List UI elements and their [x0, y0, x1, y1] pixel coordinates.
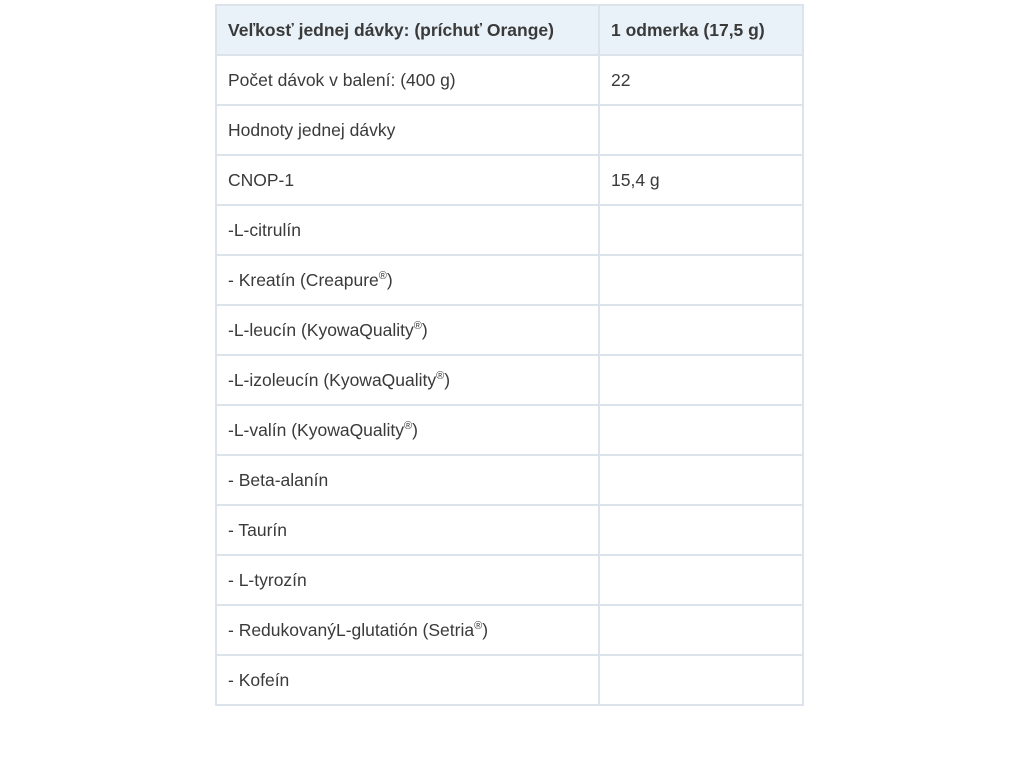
row-label [216, 305, 599, 355]
row-label [216, 355, 599, 405]
row-value [599, 205, 803, 255]
row-label [216, 155, 599, 205]
row-value [599, 355, 803, 405]
row-label-text: -L-valín (KyowaQuality [228, 419, 405, 440]
row-value [599, 405, 803, 455]
registered-mark: ® [378, 269, 387, 282]
registered-mark: ® [404, 419, 413, 432]
row-label [216, 605, 599, 655]
row-label-text: Hodnoty jednej dávky [228, 119, 396, 140]
row-label-text: -L-leucín (KyowaQuality [228, 319, 414, 340]
row-label-text: - Kofeín [228, 669, 290, 690]
table-row [216, 105, 803, 155]
nutrition-table [215, 4, 804, 706]
table-row [216, 455, 803, 505]
table-row [216, 355, 803, 405]
row-label-suffix: ) [412, 419, 418, 440]
row-value: 15,4 g [599, 155, 803, 205]
row-label-text: - RedukovanýL-glutatión (Setria [228, 619, 475, 640]
table-row [216, 655, 803, 705]
row-label-text: - Kreatín (Creapure [228, 269, 379, 290]
registered-mark: ® [436, 369, 445, 382]
row-label [216, 255, 599, 305]
table-row [216, 255, 803, 305]
table-row [216, 555, 803, 605]
row-label-text: -L-izoleucín (KyowaQuality [228, 369, 437, 390]
table-row [216, 405, 803, 455]
row-value [599, 555, 803, 605]
table-row [216, 605, 803, 655]
row-label-suffix: ) [444, 369, 451, 390]
row-value [599, 505, 803, 555]
table-row [216, 155, 803, 205]
registered-mark: ® [474, 619, 483, 632]
row-value [599, 655, 803, 705]
row-label [216, 55, 599, 105]
row-value [599, 605, 803, 655]
row-label-suffix: ) [482, 619, 489, 640]
serving-size-value: 1 odmerka (17,5 g) [599, 5, 803, 55]
registered-mark: ® [413, 319, 422, 332]
row-label [216, 455, 599, 505]
row-label [216, 555, 599, 605]
row-label [216, 505, 599, 555]
table-row [216, 305, 803, 355]
row-label-text: -L-citrulín [228, 219, 301, 240]
row-label [216, 105, 599, 155]
row-label-text: - Taurín [228, 519, 288, 540]
table-header-row [216, 5, 803, 55]
row-label-suffix: ) [421, 319, 428, 340]
row-value [599, 305, 803, 355]
row-label [216, 205, 599, 255]
nutrition-table-container [215, 4, 802, 706]
row-label-suffix: ) [386, 269, 393, 290]
row-value: 22 [599, 55, 803, 105]
row-label-text: Počet dávok v balení: (400 g) [228, 69, 456, 90]
row-value [599, 105, 803, 155]
row-label-text: - Beta-alanín [228, 469, 329, 490]
row-label-text: - L-tyrozín [228, 569, 307, 590]
serving-size-label: Veľkosť jednej dávky: (príchuť Orange) [216, 5, 599, 55]
row-label [216, 655, 599, 705]
table-row [216, 205, 803, 255]
row-value [599, 455, 803, 505]
table-row [216, 505, 803, 555]
row-label [216, 405, 599, 455]
row-value [599, 255, 803, 305]
table-row [216, 55, 803, 105]
row-label-text: CNOP-1 [228, 169, 295, 190]
